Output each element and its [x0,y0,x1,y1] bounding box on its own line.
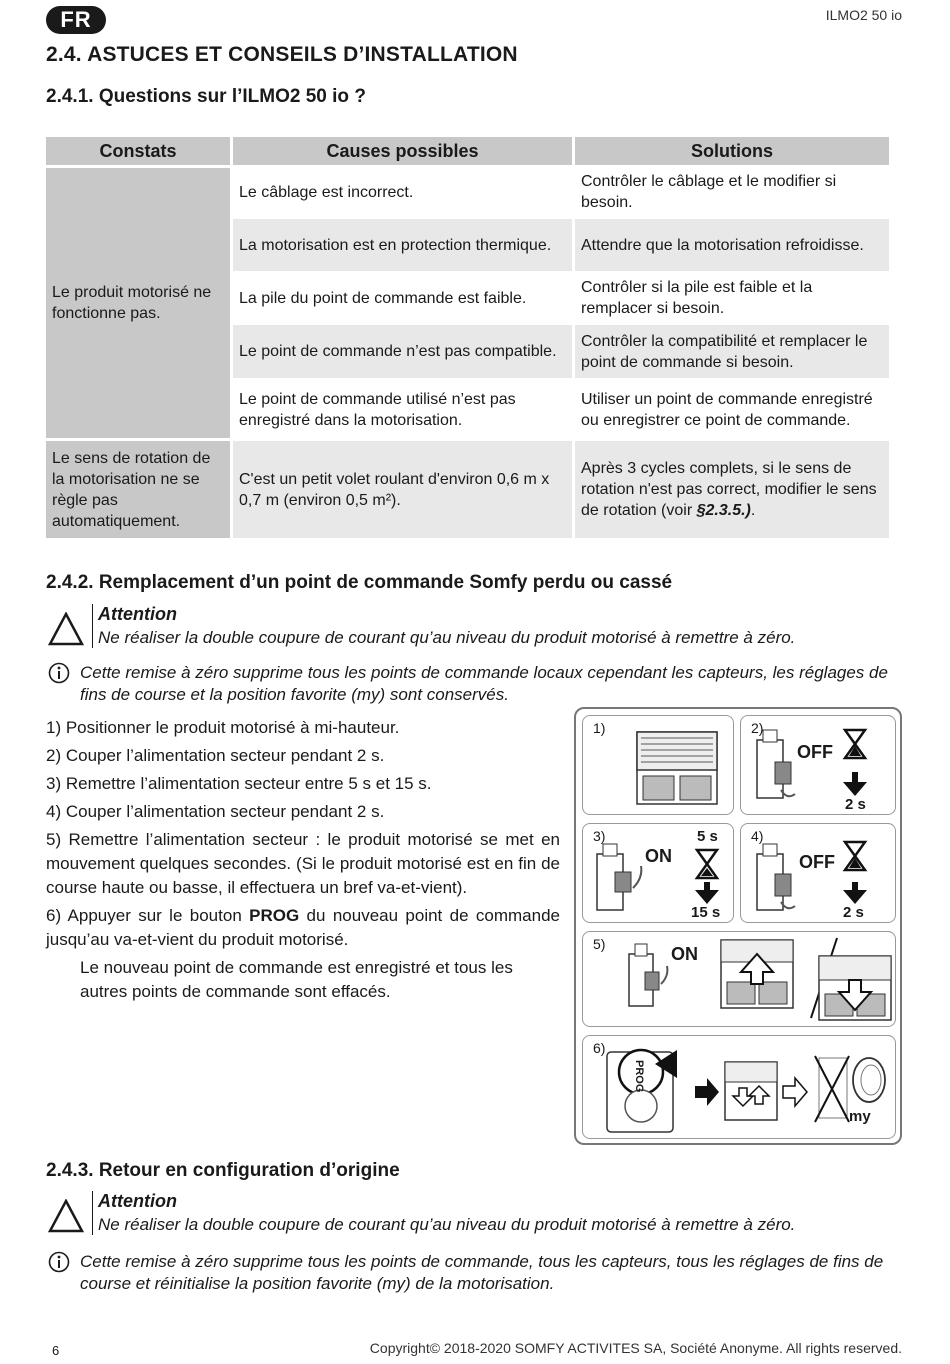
attention-notice [46,1191,906,1237]
info-text: Cette remise à zéro supprime tous les points de commande, tous les capteurs, tous les réglages de fins de course et réinitialise la position favorite (my) de la motorisation. [80,1252,884,1293]
step-5: 5) Remettre l’alimentation secteur : le produit motorisé se met en mouvement quelques secondes. (Si le produit motorisé est en fin de course haute ou basse, il effectuera un bref va-et-vient). [46,830,560,897]
column-header-solutions: Solutions [575,137,889,165]
table-cell-solution: Après 3 cycles complets, si le sens de rotation n'est pas correct, modifier le sens de rotation (voir §2.3.5.). [575,438,889,538]
table-cell-constat: Le produit motorisé ne fonctionne pas. [46,165,233,438]
section-title: 2.4. ASTUCES ET CONSEILS D’INSTALLATION [46,43,518,66]
step-2: 2) Couper l’alimentation secteur pendant 2 s. [46,746,385,765]
document-reference: ILMO2 50 io [825,7,902,23]
table-row [46,438,889,538]
illustration-panel-5: 5) ON [582,931,896,1027]
column-header-causes: Causes possibles [233,137,575,165]
table-cell-solution: Contrôler la compatibilité et remplacer le point de commande si besoin. [575,322,889,378]
info-icon [48,662,70,684]
table-cell-cause: La motorisation est en protection thermique. [233,216,575,271]
subsection-title-questions: 2.4.1. Questions sur l’ILMO2 50 io ? [46,86,366,107]
prog-label: PROG [633,1060,645,1093]
troubleshooting-table [46,137,889,538]
attention-title: Attention [98,1191,177,1211]
step-3: 3) Remettre l’alimentation secteur entre 5 s et 15 s. [46,774,432,793]
copyright: Copyright© 2018-2020 SOMFY ACTIVITES SA, Société Anonyme. All rights reserved. [369,1340,902,1356]
illustration-panel-3: 3) ON 5 s 15 s [582,823,734,923]
attention-text: Ne réaliser la double coupure de courant qu’au niveau du produit motorisé à remettre à zéro. [98,628,796,647]
illustration-panel-4: 4) OFF 2 s [740,823,896,923]
procedure-illustration [574,707,902,1145]
circuit-breaker-off-icon [741,716,897,816]
subsection-title-factory-reset: 2.4.3. Retour en configuration d’origine [46,1160,400,1181]
attention-notice [46,604,906,650]
step-4: 4) Couper l’alimentation secteur pendant 2 s. [46,802,385,821]
table-cell-constat: Le sens de rotation de la motorisation ne se règle pas automatiquement. [46,438,233,538]
warning-triangle-icon [48,1199,84,1233]
table-cell-cause: Le point de commande utilisé n’est pas enregistré dans la motorisation. [233,378,575,438]
table-cell-solution: Attendre que la motorisation refroidisse. [575,216,889,271]
table-cell-cause: La pile du point de commande est faible. [233,271,575,322]
language-badge: FR [46,6,106,34]
page-number: 6 [52,1343,60,1358]
table-cell-solution: Contrôler si la pile est faible et la remplacer si besoin. [575,271,889,322]
illustration-panel-2: 2) OFF 2 s [740,715,896,815]
warning-triangle-icon [48,612,84,646]
illustration-panel-1: 1) [582,715,734,815]
roller-shutter-half-icon [583,716,735,816]
table-cell-solution: Utiliser un point de commande enregistré ou enregistrer ce point de commande. [575,378,889,438]
table-cell-solution: Contrôler le câblage et le modifier si besoin. [575,165,889,216]
reset-steps [46,716,560,1008]
info-icon [48,1251,70,1273]
section-reference: §2.3.5.) [696,502,751,519]
info-text: Cette remise à zéro supprime tous les points de commande locaux cependant les capteurs, les réglages de fins de course et la position favorite (my) sont conservés. [80,663,888,704]
table-cell-cause: Le point de commande n’est pas compatible. [233,322,575,378]
illustration-panel-6: 6) PROG my [582,1035,896,1139]
table-cell-cause: C'est un petit volet roulant d'environ 0,6 m x 0,7 m (environ 0,5 m²). [233,438,575,538]
my-label: my [849,1108,871,1125]
circuit-breaker-off-icon [741,824,897,924]
step-1: 1) Positionner le produit motorisé à mi-hauteur. [46,718,400,737]
subsection-title-replacement: 2.4.2. Remplacement d’un point de commande Somfy perdu ou cassé [46,572,673,593]
step-result: Le nouveau point de commande est enregistré et tous les autres points de commande sont effacés. [80,958,513,1001]
info-notice [46,1251,906,1297]
table-cell-cause: Le câblage est incorrect. [233,165,575,216]
attention-text: Ne réaliser la double coupure de courant qu’au niveau du produit motorisé à remettre à zéro. [98,1215,796,1234]
shutter-up-down-icon [583,932,897,1028]
prog-button-label: PROG [249,906,300,925]
table-row [46,165,889,216]
column-header-constats: Constats [46,137,233,165]
info-notice [46,662,906,708]
step-6: 6) Appuyer sur le bouton PROG du nouveau point de commande jusqu’au va-et-vient du produit motorisé. [46,906,560,949]
attention-title: Attention [98,604,177,624]
